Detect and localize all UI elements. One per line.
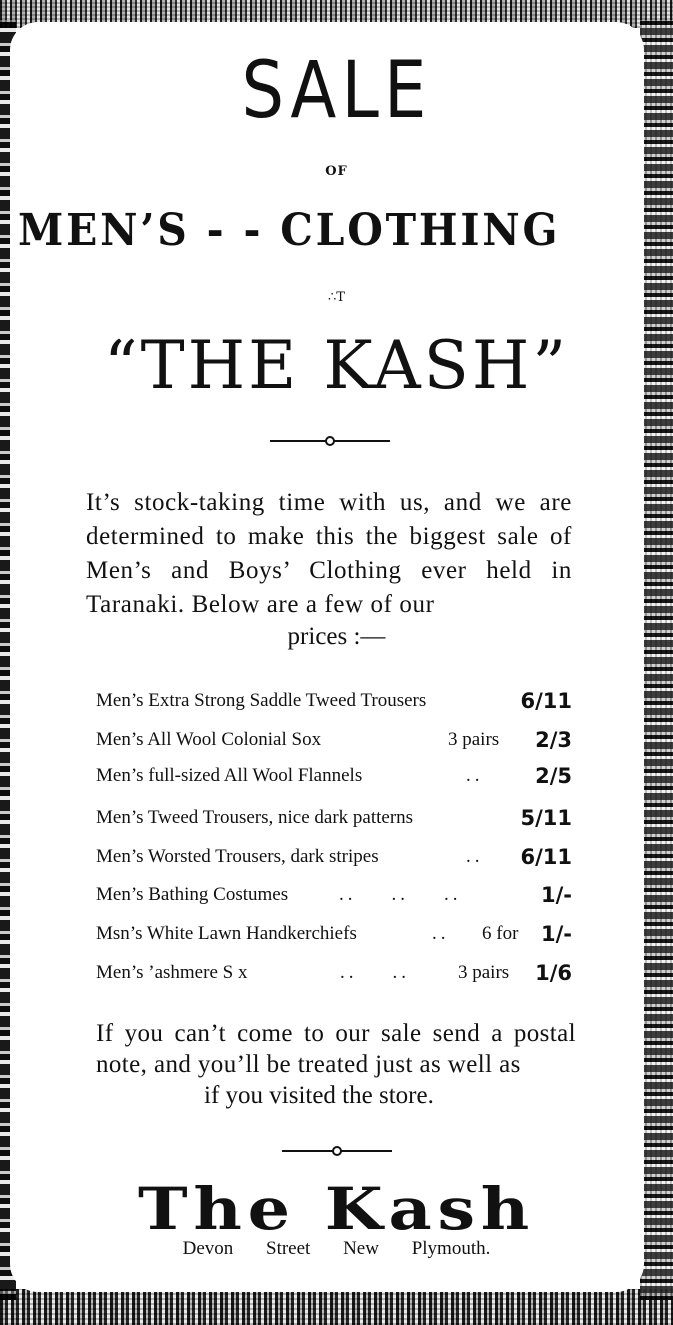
price-quantity: 3 pairs (458, 962, 510, 983)
price-item-label: Men’s ’ashmere S x (96, 962, 248, 983)
price-row (96, 839, 572, 875)
leader-dots: .. (466, 765, 484, 786)
price-row (96, 916, 572, 952)
outro-paragraph: If you can’t come to our sale send a postal note, and you’ll be treated just as well as (96, 1020, 576, 1078)
price-value: 1/- (541, 883, 572, 907)
ornament-circle-bottom (332, 1146, 342, 1156)
price-item-label: Men’s Bathing Costumes (96, 884, 289, 905)
price-item-label: Men’s Extra Strong Saddle Tweed Trousers (96, 690, 427, 711)
leader-dots: .. (466, 846, 484, 867)
price-item-label: Men’s full-sized All Wool Flannels (96, 765, 363, 786)
price-quantity: 3 pairs (448, 729, 500, 750)
price-item-label: Men’s Worsted Trousers, dark stripes (96, 846, 379, 867)
mens-clothing-heading: MEN’S - - CLOTHING (18, 205, 561, 256)
price-value: 2/5 (535, 764, 572, 788)
ornament-circle-top (325, 436, 335, 446)
leader-dots: .. (432, 923, 450, 944)
price-value: 5/11 (520, 806, 572, 830)
price-item-label: Msn’s White Lawn Handkerchiefs (96, 923, 357, 944)
price-value: 1/6 (535, 961, 572, 985)
price-value: 1/- (541, 922, 572, 946)
price-item-label: Men’s All Wool Colonial Sox (96, 729, 322, 750)
sale-heading: SALE (241, 46, 432, 136)
intro-paragraph: It’s stock-taking time with us, and we are determined to make this the biggest sale of Men’s and Boys’ Clothing ever held in Taranaki. Below are a few of our (86, 489, 572, 618)
store-brand-logo: The Kash (137, 1175, 536, 1243)
of-label: OF (325, 164, 348, 179)
scan-border-right (640, 20, 673, 1300)
intro-last-line: prices :— (287, 623, 386, 650)
price-row (96, 800, 572, 836)
scan-border-bottom (0, 1289, 673, 1325)
price-item-label: Men’s Tweed Trousers, nice dark patterns (96, 807, 414, 828)
price-row (96, 955, 572, 991)
price-value: 6/11 (520, 689, 572, 713)
price-row (96, 722, 572, 758)
price-quantity: 6 for (482, 923, 519, 944)
leader-dots: .. .. (340, 962, 410, 983)
price-value: 2/3 (535, 728, 572, 752)
price-row (96, 758, 572, 794)
leader-dots: .. .. .. (339, 884, 462, 905)
price-row (96, 683, 572, 719)
store-address: Devon Street New Plymouth. (182, 1238, 491, 1259)
price-value: 6/11 (520, 845, 572, 869)
price-row (96, 877, 572, 913)
outro-last-line: if you visited the store. (204, 1082, 434, 1109)
at-label: ∴T (328, 290, 345, 305)
store-name-heading: “THE KASH” (103, 327, 570, 404)
